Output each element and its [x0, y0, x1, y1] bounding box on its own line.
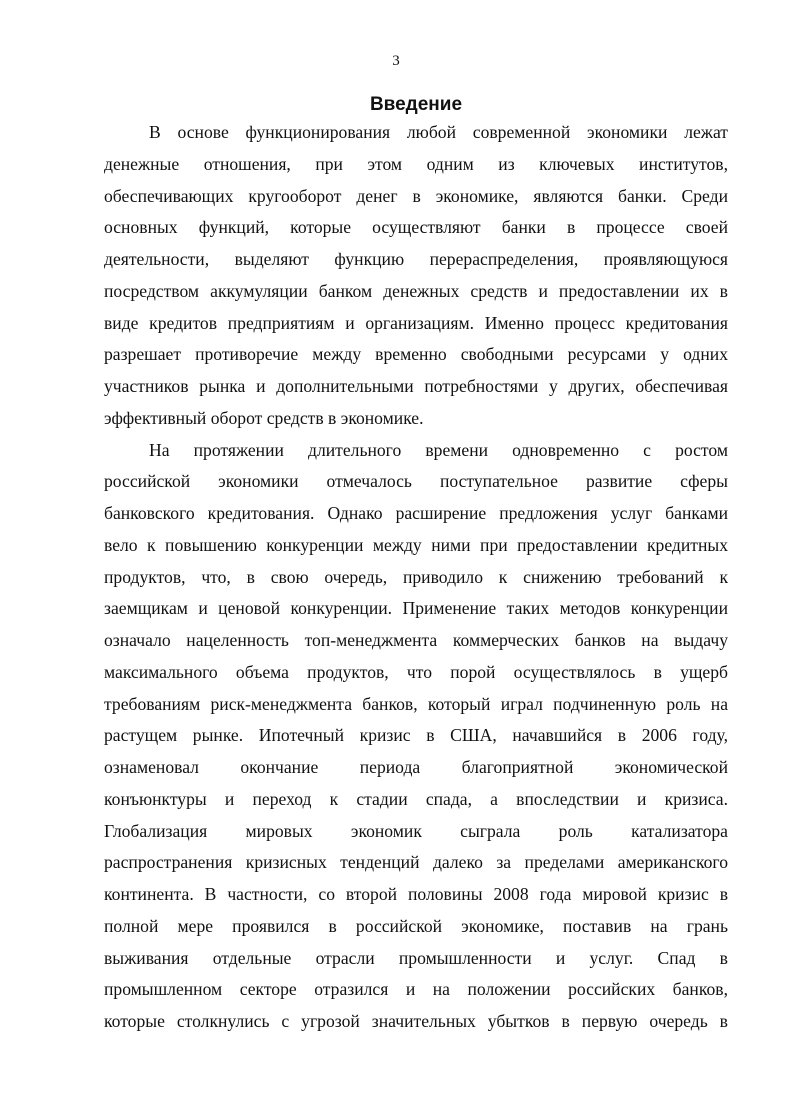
- text-line: В основе функционирования любой современной экономики лежат: [149, 122, 728, 142]
- text-line: вело к повышению конкуренции между ними при предоставлении кредитных: [104, 534, 728, 555]
- text-line: обеспечивающих кругооборот денег в экономике, являются банки. Среди: [104, 185, 728, 206]
- text-line: разрешает противоречие между временно свободными ресурсами у одних: [104, 344, 728, 365]
- text-line: участников рынка и дополнительными потребностями у других, обеспечивая: [104, 376, 728, 396]
- text-line: ознаменовал окончание периода благоприятной экономической: [104, 757, 728, 777]
- text-line: выживания отдельные отрасли промышленности и услуг. Спад в: [104, 947, 728, 968]
- text-line: максимального объема продуктов, что порой осуществлялось в ущерб: [104, 661, 728, 682]
- text-line: континента. В частности, со второй половины 2008 года мировой кризис в: [104, 884, 728, 904]
- text-line: российской экономики отмечалось поступательное развитие сферы: [104, 471, 728, 492]
- text-line: основных функций, которые осуществляют банки в процессе своей: [104, 217, 728, 238]
- paragraph-1: [104, 117, 728, 435]
- text-line: продуктов, что, в свою очередь, приводило к снижению требований к: [104, 566, 728, 587]
- section-title: Введение: [369, 94, 463, 115]
- text-line: которые столкнулись с угрозой значительных убытков в первую очередь в: [104, 1011, 728, 1031]
- text-line: полной мере проявился в российской экономике, поставив на грань: [104, 915, 728, 936]
- document-body: [104, 117, 728, 1038]
- text-line: посредством аккумуляции банком денежных средств и предоставлении их в: [104, 280, 728, 301]
- text-line: означало нацеленность топ-менеджмента коммерческих банков на выдачу: [104, 630, 728, 650]
- text-line: конъюнктуры и переход к стадии спада, а впоследствии и кризиса.: [104, 788, 728, 809]
- text-line: деятельности, выделяют функцию перераспределения, проявляющуюся: [104, 249, 728, 269]
- paragraph-2: [104, 435, 728, 1038]
- page-number: 3: [392, 53, 400, 69]
- text-line: заемщикам и ценовой конкуренции. Применение таких методов конкуренции: [104, 598, 728, 619]
- text-line: банковского кредитования. Однако расширение предложения услуг банками: [104, 503, 728, 523]
- text-line: требованиям риск-менеджмента банков, который играл подчиненную роль на: [104, 693, 728, 714]
- text-line: распространения кризисных тенденций далеко за пределами американского: [104, 852, 728, 873]
- text-line: денежные отношения, при этом одним из ключевых институтов,: [104, 153, 728, 174]
- text-line: промышленном секторе отразился и на положении российских банков,: [104, 979, 728, 1000]
- text-line: эффективный оборот средств в экономике.: [104, 407, 424, 428]
- text-line: Глобализация мировых экономик сыграла роль катализатора: [104, 820, 728, 841]
- text-line: растущем рынке. Ипотечный кризис в США, начавшийся в 2006 году,: [104, 725, 728, 746]
- text-line: виде кредитов предприятиям и организациям. Именно процесс кредитования: [104, 312, 728, 333]
- text-line: На протяжении длительного времени одновременно с ростом: [149, 439, 728, 460]
